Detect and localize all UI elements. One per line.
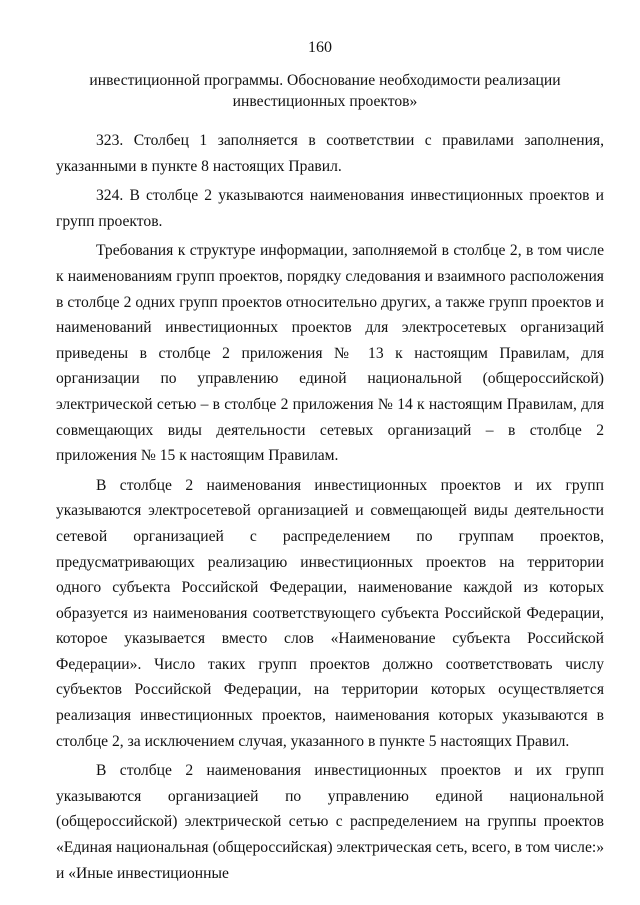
paragraph-324: 324. В столбце 2 указываются наименования инвестиционных проектов и групп проектов. [56, 187, 604, 230]
document-body [56, 128, 604, 886]
paragraph-national-grid-org: В столбце 2 наименования инвестиционных проектов и их групп указываются организацией по управлению единой национальной (общероссийской) электрической сетью с распределением на группы проектов «Единая национальная (общероссийская) электрическая сеть, всего, в том числе:» и «Иные инвестиционные [56, 762, 604, 882]
paragraph-323: 323. Столбец 1 заполняется в соответствии с правилами заполнения, указанными в пункте 8 настоящих Правил. [56, 132, 604, 175]
paragraph-electric-grid-org: В столбце 2 наименования инвестиционных проектов и их групп указываются электросетевой организацией и совмещающей виды деятельности сетевой организацией с распределением по группам проектов, предусматривающих реализацию инвестиционных проектов на территории одного субъекта Российской Федерации, наименование каждой из которых образуется из наименования соответствующего субъекта Российской Федерации, которое указывается вместо слов «Наименование субъекта Российской Федерации». Число таких групп проектов должно соответствовать числу субъектов Российской Федерации, на территории которых осуществляется реализация инвестиционных проектов, наименования которых указываются в столбце 2, за исключением случая, указанного в пункте 5 настоящих Правил. [56, 476, 604, 750]
page-number: 160 [308, 39, 332, 56]
section-heading: инвестиционной программы. Обоснование необходимости реализации инвестиционных проектов» [89, 72, 561, 110]
paragraph-structure-requirements: Требования к структуре информации, заполняемой в столбце 2, в том числе к наименованиям групп проектов, порядку следования и взаимного расположения в столбце 2 одних групп проектов относительно других, а также групп проектов и наименований инвестиционных проектов для электросетевых организаций приведены в столбце 2 приложения № 13 к настоящим Правилам, для организации по управлению единой национальной (общероссийской) электрической сетью – в столбце 2 приложения № 14 к настоящим Правилам, для совмещающих виды деятельности сетевых организаций – в столбце 2 приложения № 15 к настоящим Правилам. [56, 242, 604, 465]
